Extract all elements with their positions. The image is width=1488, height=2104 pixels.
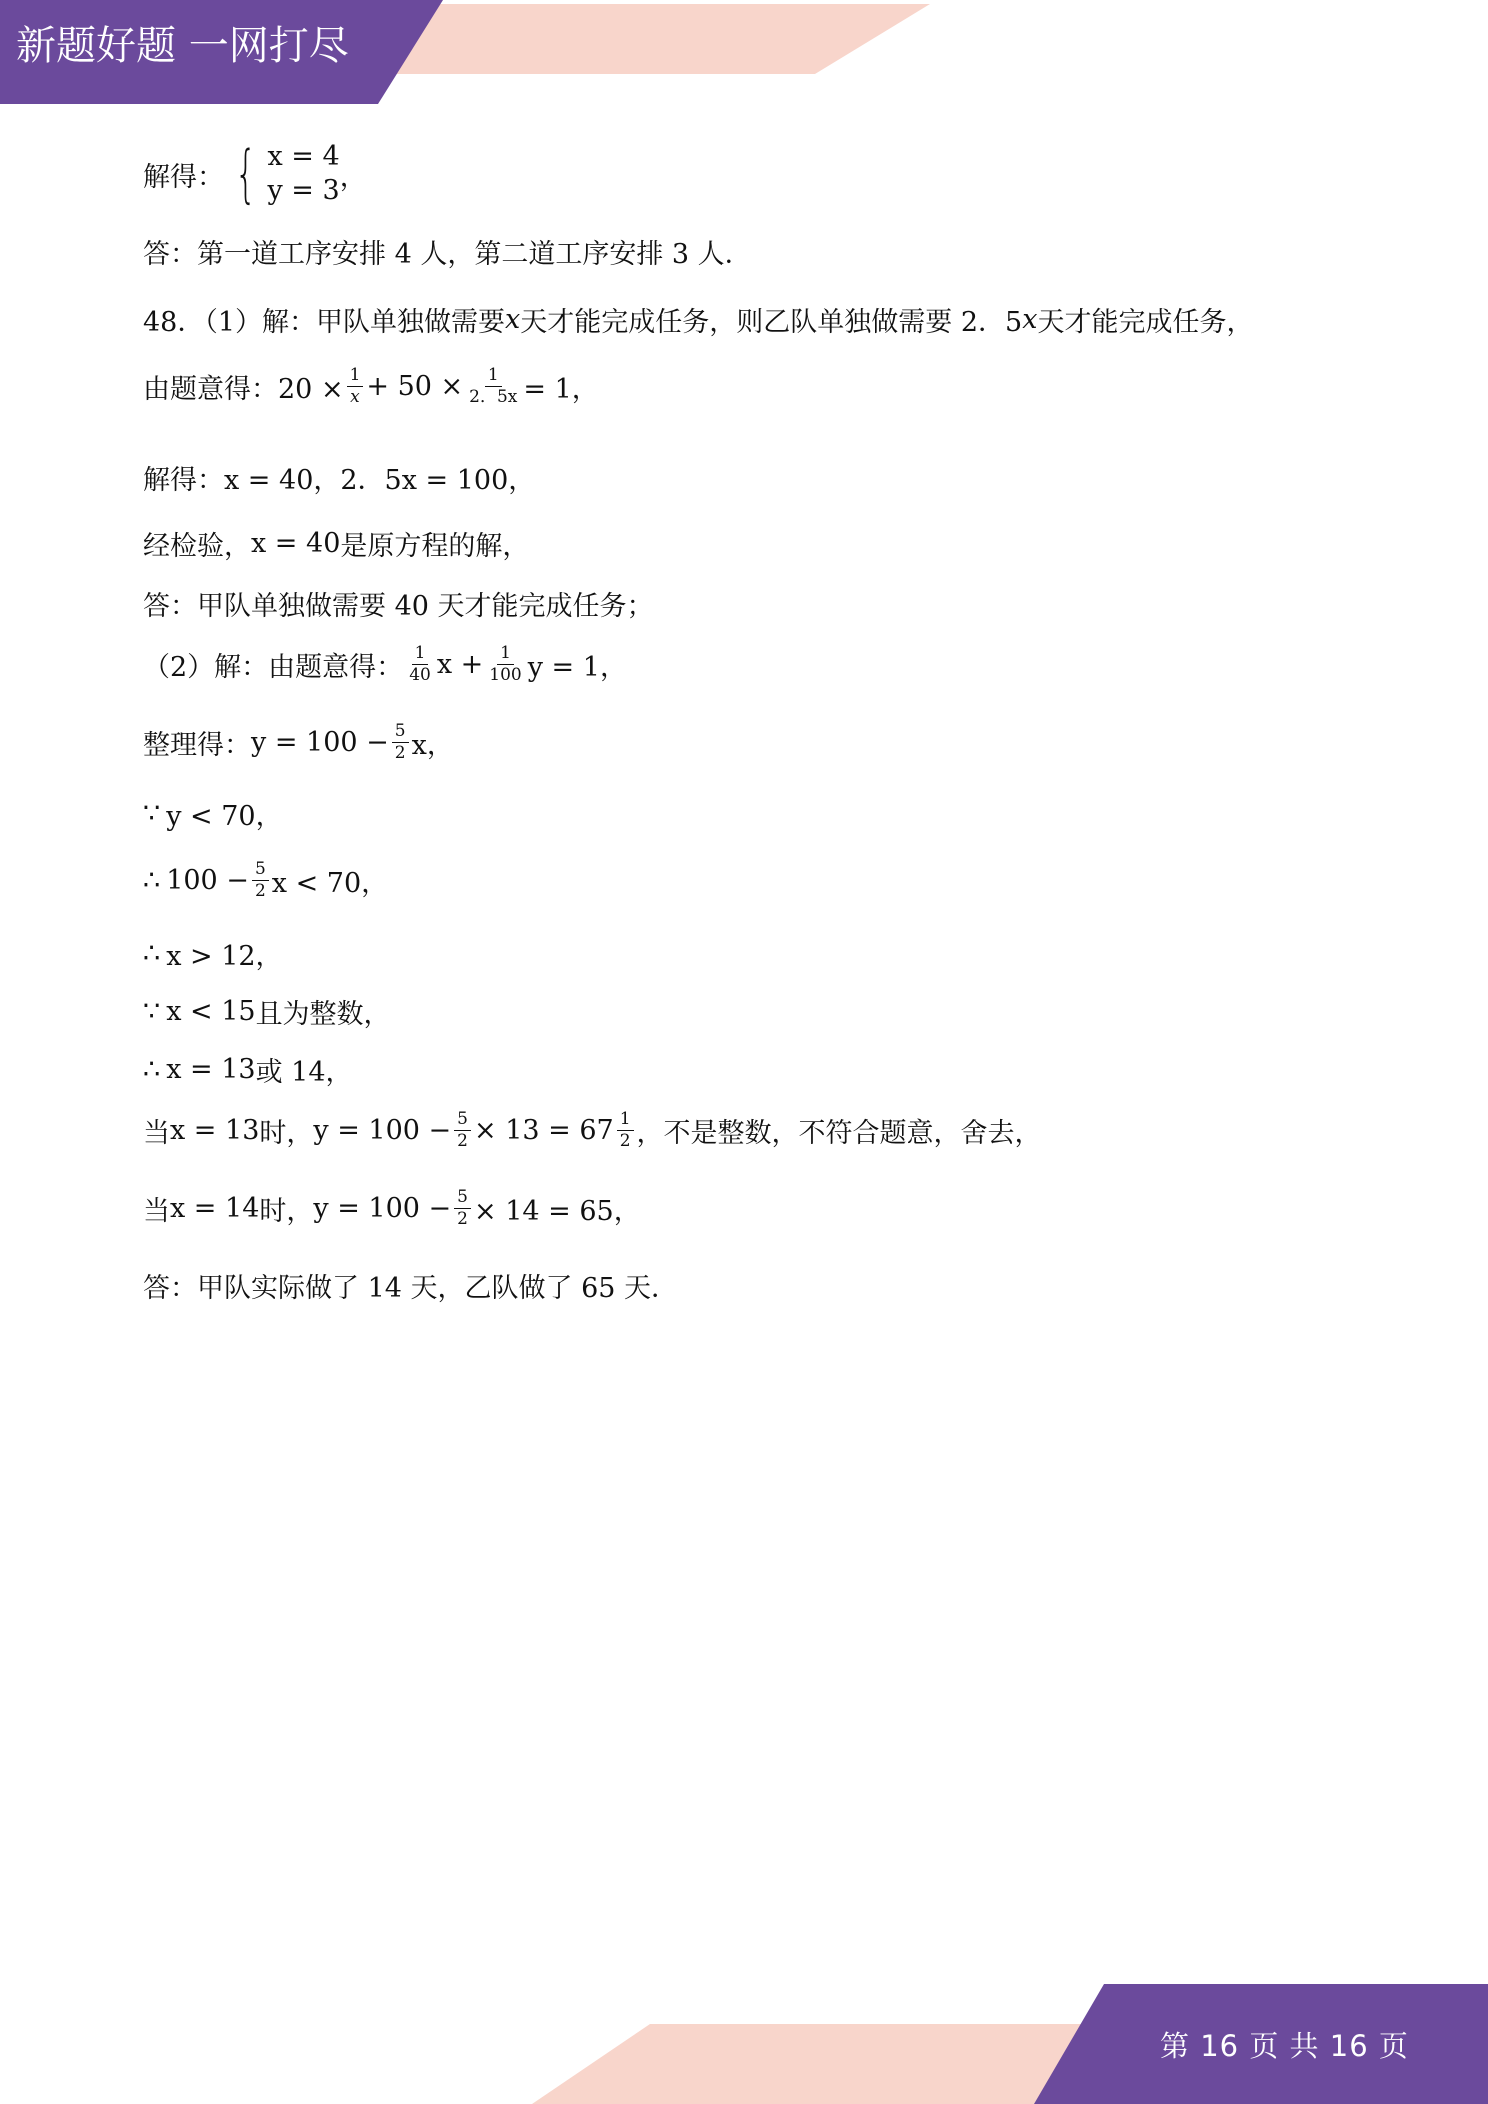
- text-segment: 当: [143, 1117, 170, 1149]
- math-expression: x = 14: [170, 1192, 260, 1224]
- line-tail: ，: [339, 161, 367, 193]
- text-segment: 且为整数，: [255, 999, 391, 1030]
- fraction: [392, 722, 409, 762]
- math-expression: y = 100 −: [313, 1114, 452, 1146]
- system-row-1: x = 4: [267, 141, 340, 172]
- fraction-denominator: 100: [489, 664, 522, 685]
- solution-line-14: [143, 1050, 353, 1089]
- fraction: [454, 1188, 471, 1228]
- solution-line-8: [143, 644, 627, 684]
- text-segment: 解得：: [143, 465, 224, 496]
- solution-line-1: [143, 137, 367, 210]
- math-expression: x = 13: [166, 1054, 256, 1085]
- math-expression: x > 12，: [166, 941, 283, 972]
- fraction-numerator: 1: [347, 366, 364, 387]
- text-segment: 由题意得：20 ×: [143, 373, 344, 405]
- math-expression: × 13 = 67: [474, 1114, 614, 1146]
- fraction-denominator: 2: [254, 880, 266, 901]
- fraction-denominator: x: [350, 386, 360, 407]
- math-expression: y < 70，: [166, 801, 283, 832]
- fraction-numerator: 1: [617, 1110, 634, 1131]
- text-segment: 天才能完成任务，: [1037, 307, 1254, 338]
- fraction: [454, 1110, 471, 1150]
- math-expression: × 14 = 65，: [474, 1195, 641, 1227]
- mixed-fraction: [617, 1110, 634, 1150]
- text-segment: 时，: [259, 1117, 314, 1149]
- text-segment: 整理得：: [143, 729, 251, 761]
- fraction-numerator: 5: [392, 722, 409, 743]
- fraction-denominator: 2．5x: [469, 386, 518, 407]
- math-expression: x = 40: [251, 528, 341, 559]
- fraction-numerator: 5: [454, 1110, 471, 1131]
- header-title: 新题好题 一网打尽: [16, 23, 349, 69]
- text-segment: 天才能完成任务，则乙队单独做需要 2．5: [520, 307, 1023, 338]
- fraction-numerator: 1: [497, 644, 514, 665]
- solution-line-10: [143, 794, 283, 833]
- fraction-denominator: 2: [619, 1130, 631, 1151]
- fraction-numerator: 1: [485, 366, 502, 387]
- math-expression: x +: [436, 648, 484, 680]
- fraction: [252, 860, 269, 900]
- fraction-denominator: 2: [457, 1130, 468, 1151]
- fraction-numerator: 5: [454, 1188, 471, 1209]
- solution-line-4: [143, 366, 599, 406]
- solution-line-12: [143, 934, 283, 973]
- solution-line-3: [143, 300, 1253, 339]
- fraction-numerator: 1: [412, 644, 429, 665]
- solution-line-7: 答：甲队单独做需要 40 天才能完成任务；: [143, 591, 654, 622]
- solution-line-17: 答：甲队实际做了 14 天，乙队做了 65 天．: [143, 1273, 679, 1304]
- text-segment: 经检验，: [143, 531, 251, 562]
- math-expression: x = 40，2．5x = 100，: [224, 465, 536, 496]
- therefore-symbol: ∴: [143, 864, 161, 896]
- math-expression: y = 100 −: [313, 1192, 452, 1224]
- fraction-numerator: 5: [252, 860, 269, 881]
- math-expression: x < 70，: [271, 867, 389, 899]
- text-segment: 48．（1）解：甲队单独做需要: [143, 307, 506, 338]
- solution-line-6: [143, 524, 529, 563]
- solution-line-5: [143, 458, 535, 497]
- math-expression: x < 15: [166, 996, 256, 1027]
- page-number: 第 16 页 共 16 页: [1160, 2029, 1409, 2063]
- text-segment: 或 14，: [255, 1057, 353, 1088]
- text-segment: ，不是整数，不符合题意，舍去，: [636, 1117, 1042, 1149]
- text-segment: 是原方程的解，: [340, 531, 530, 562]
- solution-line-16: [143, 1188, 641, 1228]
- math-expression: 100 −: [166, 864, 249, 896]
- math-var: x: [505, 304, 521, 335]
- fraction-denominator: 2: [457, 1208, 468, 1229]
- fraction: [466, 366, 520, 406]
- text-segment: + 50 ×: [366, 370, 464, 402]
- therefore-symbol: ∴: [143, 1054, 161, 1085]
- text-segment: 当: [143, 1195, 170, 1227]
- fraction-denominator: 2: [394, 742, 406, 763]
- math-expression: y = 1，: [527, 651, 627, 683]
- math-expression: y = 100 −: [251, 726, 389, 758]
- fraction: [347, 366, 364, 406]
- equation-system: [226, 137, 340, 210]
- text-segment: 时，: [259, 1195, 314, 1227]
- therefore-symbol: ∴: [143, 938, 161, 969]
- text-segment: （2）解：由题意得：: [143, 651, 404, 683]
- solve-label: 解得：: [143, 161, 224, 193]
- math-expression: x，: [411, 729, 454, 761]
- solution-line-13: [143, 992, 391, 1031]
- fraction-denominator: 40: [409, 664, 431, 685]
- math-expression: x = 13: [170, 1114, 260, 1146]
- brace-symbol: {: [234, 137, 257, 210]
- because-symbol: ∵: [143, 798, 161, 829]
- text-segment: = 1，: [523, 373, 599, 405]
- math-var: x: [1022, 304, 1038, 335]
- system-row-2: y = 3: [267, 175, 340, 206]
- fraction: [486, 644, 524, 684]
- solution-line-11: [143, 860, 388, 900]
- fraction: [406, 644, 434, 684]
- solution-line-15: [143, 1110, 1042, 1150]
- solution-line-2: 答：第一道工序安排 4 人，第二道工序安排 3 人．: [143, 239, 752, 270]
- solution-line-9: [143, 722, 454, 762]
- because-symbol: ∵: [143, 996, 161, 1027]
